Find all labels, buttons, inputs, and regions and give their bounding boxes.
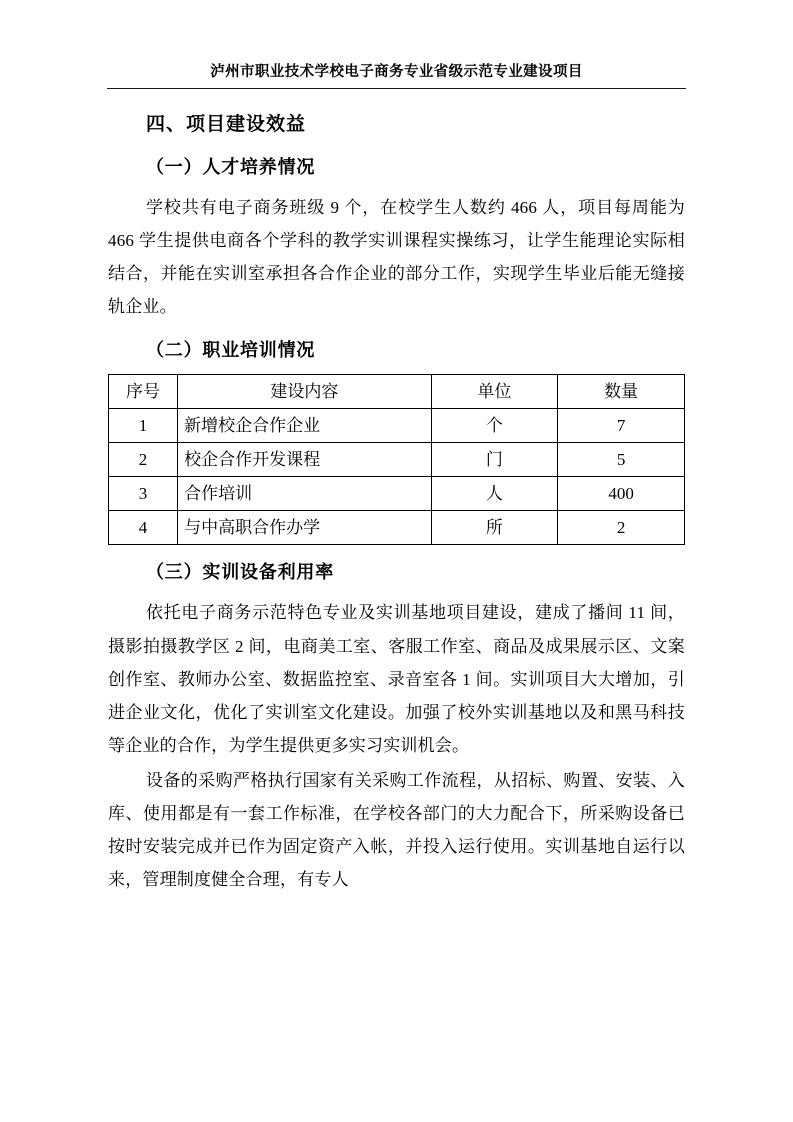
cell-unit: 人: [431, 477, 558, 511]
subsection-heading-1: （一）人才培养情况: [146, 156, 316, 177]
section-heading: 四、项目建设效益: [146, 114, 307, 136]
cell-content: 合作培训: [178, 477, 431, 511]
paragraph-equipment-usage: 依托电子商务示范特色专业及实训基地项目建设，建成了播间 11 间，摄影拍摄教学区 2 间，电商美工室、客服工作室、商品及成果展示区、文案创作室、教师办公室、数据监控室、录音室各 1 间。实训项目大大增加，引进企业文化，优化了实训室文化建设。加强了校外实训基地以及和黑马科技等企业的合作，为学生提供更多实习实训机会。: [108, 603, 685, 755]
table-header-quantity: 数量: [558, 375, 685, 409]
table-row: [109, 409, 685, 443]
cell-content: 新增校企合作企业: [178, 409, 431, 443]
table-row: [109, 511, 685, 545]
cell-no: 3: [109, 477, 178, 511]
table-header-no: 序号: [109, 375, 178, 409]
cell-unit: 个: [431, 409, 558, 443]
subsection-heading-3: （三）实训设备利用率: [146, 562, 334, 583]
cell-unit: 所: [431, 511, 558, 545]
cell-no: 4: [109, 511, 178, 545]
cell-quantity: 2: [558, 511, 685, 545]
table-row: [109, 477, 685, 511]
vocational-training-table: [108, 374, 685, 545]
table-header-row: [109, 375, 685, 409]
subsection-heading-2: （二）职业培训情况: [146, 340, 316, 361]
paragraph-talent-training: 学校共有电子商务班级 9 个，在校学生人数约 466 人，项目每周能为 466 学生提供电商各个学科的教学实训课程实操练习，让学生能理论实际相结合，并能在实训室承担各合作企业的部分工作，实现学生毕业后能无缝接轨企业。: [108, 197, 685, 317]
cell-quantity: 5: [558, 443, 685, 477]
cell-content: 与中高职合作办学: [178, 511, 431, 545]
table-header-unit: 单位: [431, 375, 558, 409]
cell-no: 1: [109, 409, 178, 443]
table-row: [109, 443, 685, 477]
paragraph-procurement: 设备的采购严格执行国家有关采购工作流程，从招标、购置、安装、入库、使用都是有一套工作标准，在学校各部门的大力配合下，所采购设备已按时安装完成并已作为固定资产入帐，并投入运行使用。实训基地自运行以来，管理制度健全合理，有专人: [108, 771, 685, 890]
cell-unit: 门: [431, 443, 558, 477]
page-header: 泸州市职业技术学校电子商务专业省级示范专业建设项目: [210, 64, 583, 80]
cell-quantity: 7: [558, 409, 685, 443]
cell-no: 2: [109, 443, 178, 477]
cell-content: 校企合作开发课程: [178, 443, 431, 477]
cell-quantity: 400: [558, 477, 685, 511]
header-divider: [107, 88, 686, 89]
table-header-content: 建设内容: [178, 375, 431, 409]
